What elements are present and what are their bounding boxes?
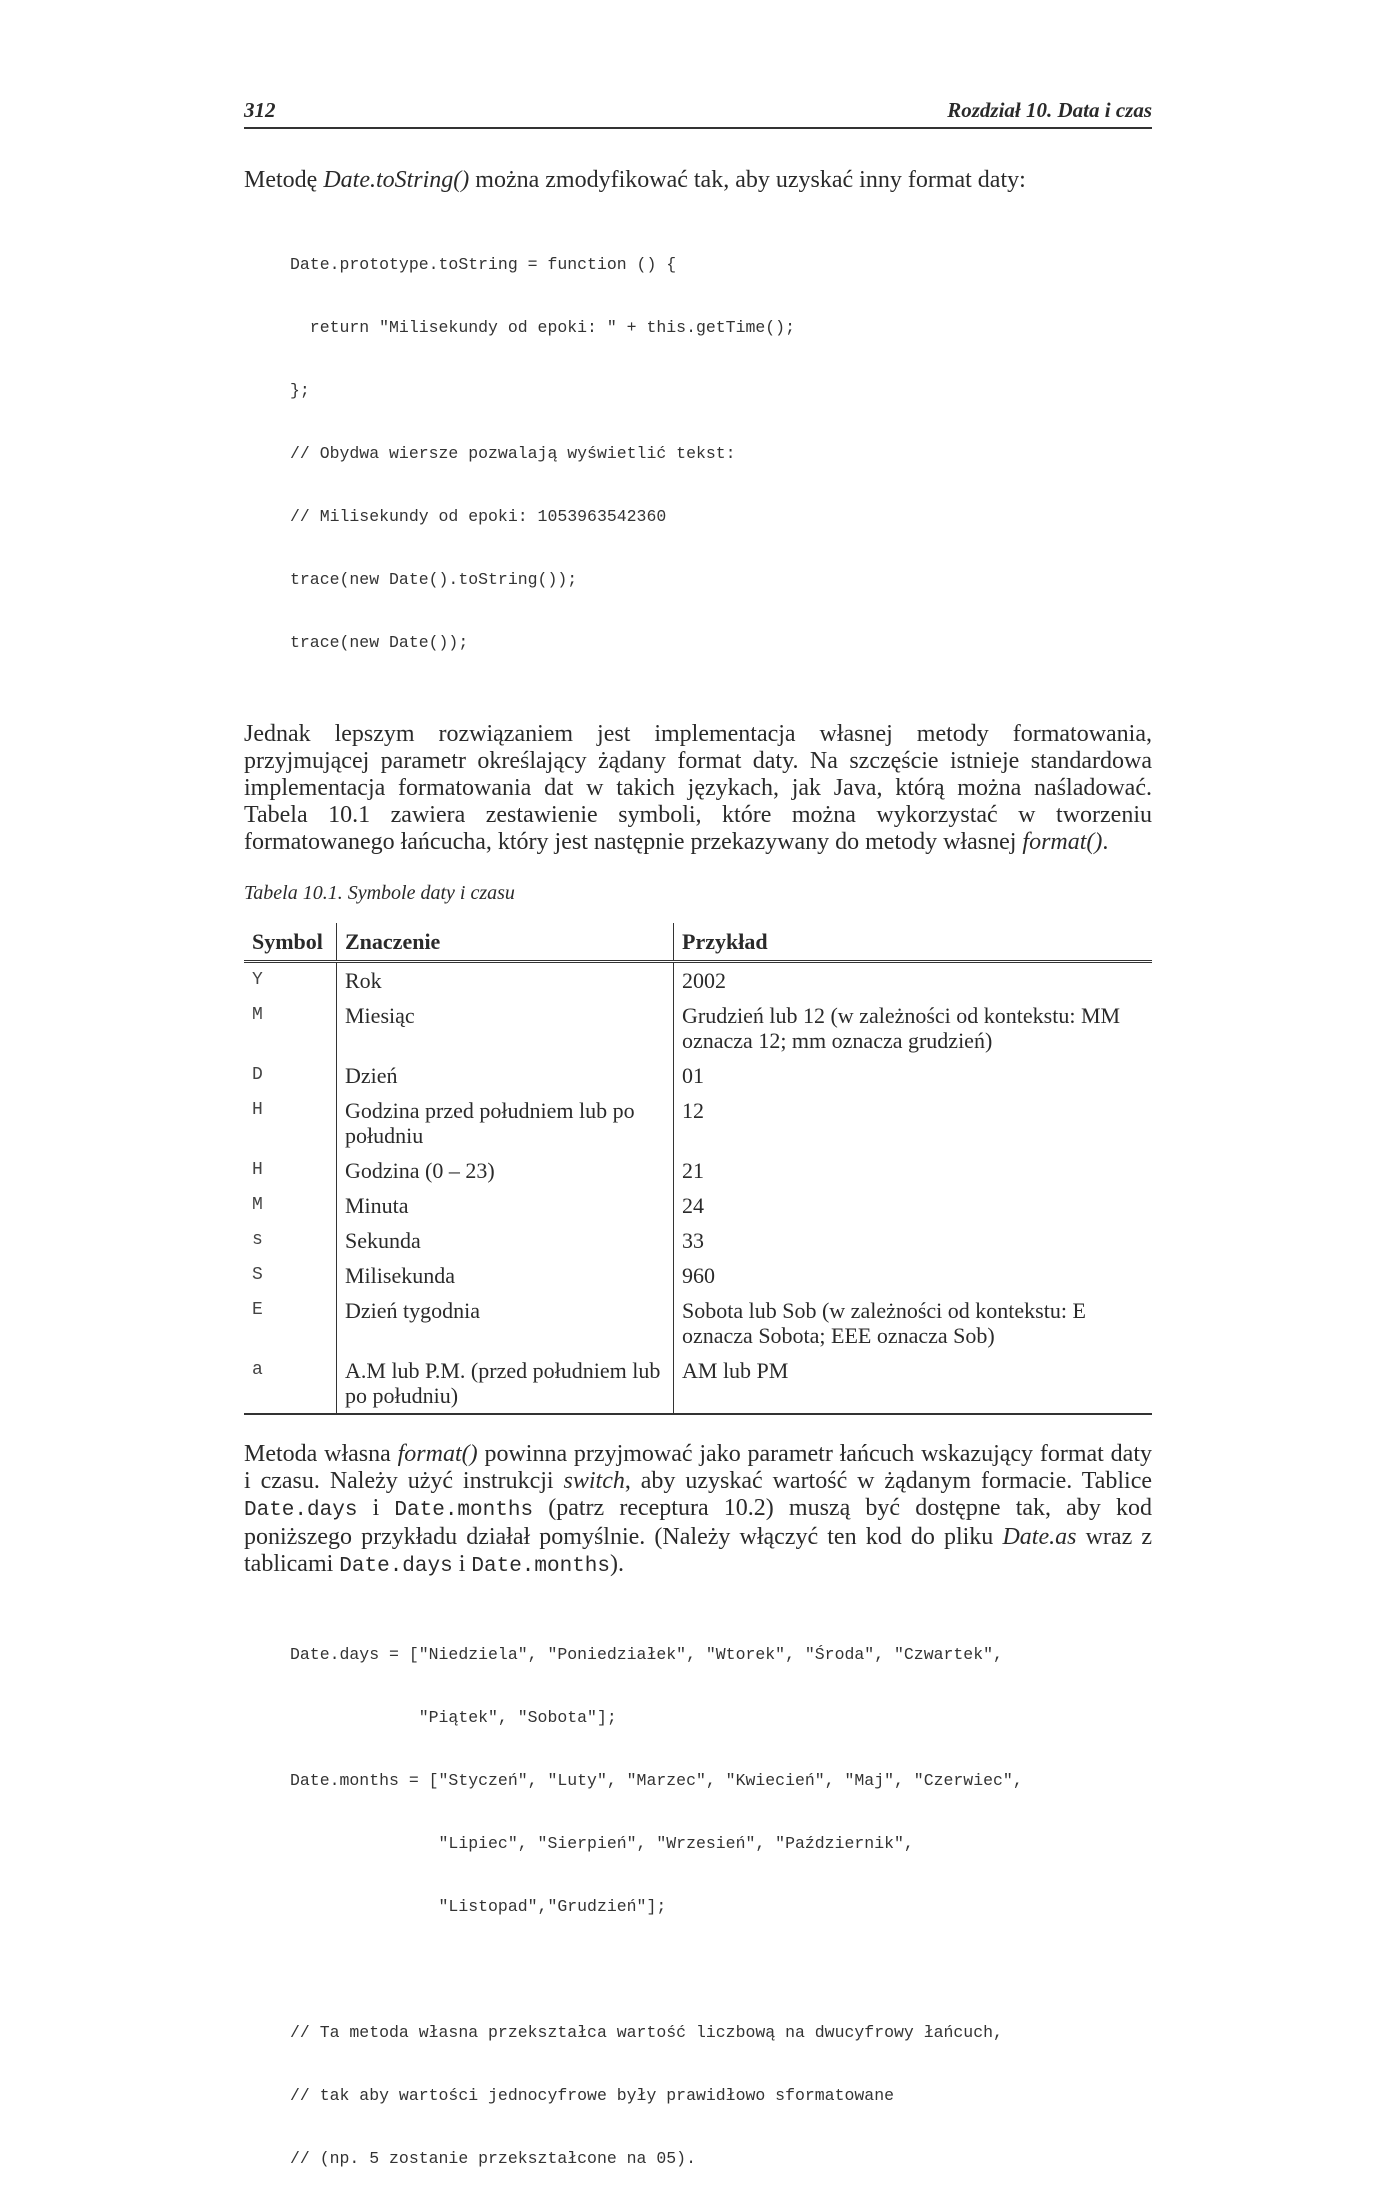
paragraph-text: Jednak lepszym rozwiązaniem jest implementacja własnej metody formatowania, przyjmującej parametr określający żądany format daty. Na szczęście istnieje standardowa implementacja formatowania dat w takich językach, jak Java, którą można naśladować. Tabela 10.1 zawiera zestawienie symboli, które można wykorzystać w tworzeniu formatowanego łańcucha, który jest następnie przekazywany do metody własnej xyxy=(244,721,1152,855)
symbol-cell: a xyxy=(244,1353,337,1414)
inline-code: Date.months xyxy=(394,1499,534,1522)
running-header xyxy=(244,98,1152,129)
inline-code: Date.days xyxy=(339,1555,453,1578)
table-row xyxy=(244,1293,1152,1353)
meaning-cell: Rok xyxy=(337,962,674,999)
example-cell: 960 xyxy=(674,1258,1153,1293)
code-line: return "Milisekundy od epoki: " + this.getTime(); xyxy=(290,318,795,337)
table-caption: Tabela 10.1. Symbole daty i czasu xyxy=(244,882,515,904)
example-cell: 21 xyxy=(674,1153,1153,1188)
example-cell: Grudzień lub 12 (w zależności od kontekstu: MM oznacza 12; mm oznacza grudzień) xyxy=(674,998,1153,1058)
code-line xyxy=(290,1959,1152,1980)
example-cell: Sobota lub Sob (w zależności od kontekstu: E oznacza Sobota; EEE oznacza Sob) xyxy=(674,1293,1153,1353)
meaning-cell: Dzień tygodnia xyxy=(337,1293,674,1353)
meaning-cell: Milisekunda xyxy=(337,1258,674,1293)
file-name: Date.as xyxy=(1002,1524,1077,1550)
column-header-symbol: Symbol xyxy=(244,923,337,962)
intro-method-name: Date.toString() xyxy=(323,167,470,193)
paragraph-text: i xyxy=(357,1495,395,1521)
body-paragraph-formatting xyxy=(244,721,1152,856)
table-row xyxy=(244,1258,1152,1293)
meaning-cell: A.M lub P.M. (przed południem lub po południu) xyxy=(337,1353,674,1414)
symbol-cell: E xyxy=(252,1300,263,1320)
code-line: trace(new Date()); xyxy=(290,633,469,652)
code-line: "Lipiec", "Sierpień", "Wrzesień", "Październik", xyxy=(290,1834,914,1853)
chapter-title: Rozdział 10. Data i czas xyxy=(947,98,1152,122)
table-header-row xyxy=(244,923,1152,962)
paragraph-text: wraz z tablicami xyxy=(244,1524,1153,1577)
inline-code: Date.days xyxy=(244,1499,358,1522)
example-cell: 01 xyxy=(674,1058,1153,1093)
symbol-cell: H xyxy=(252,1100,263,1120)
meaning-cell: Sekunda xyxy=(337,1223,674,1258)
table-row xyxy=(244,1188,1152,1223)
symbol-cell: S xyxy=(252,1265,263,1285)
example-cell: 12 xyxy=(674,1093,1153,1153)
symbol-cell: s xyxy=(252,1230,263,1250)
method-name: format() xyxy=(1022,829,1103,855)
intro-paragraph xyxy=(244,167,1152,194)
code-line: // Milisekundy od epoki: 1053963542360 xyxy=(290,507,667,526)
table-row xyxy=(244,1153,1152,1188)
example-cell: 2002 xyxy=(674,962,1153,999)
code-line: Date.months = ["Styczeń", "Luty", "Marzec", "Kwiecień", "Maj", "Czerwiec", xyxy=(290,1771,1023,1790)
method-name: format() xyxy=(397,1441,478,1467)
meaning-cell: Godzina (0 – 23) xyxy=(337,1153,674,1188)
meaning-cell: Dzień xyxy=(337,1058,674,1093)
intro-text-start: Metodę xyxy=(244,167,324,193)
table-row xyxy=(244,962,1152,999)
table-row xyxy=(244,1093,1152,1153)
date-symbols-table xyxy=(244,923,1152,1415)
code-listing-days-months xyxy=(244,1602,1152,2211)
paragraph-text: ). xyxy=(610,1551,625,1577)
paragraph-text: Metoda własna xyxy=(244,1441,398,1467)
meaning-cell: Miesiąc xyxy=(337,998,674,1058)
table-row xyxy=(244,1223,1152,1258)
paragraph-end: . xyxy=(1102,829,1109,855)
example-cell: AM lub PM xyxy=(674,1353,1153,1414)
symbol-cell: D xyxy=(252,1065,263,1085)
symbol-cell: Y xyxy=(252,970,263,990)
inline-code: Date.months xyxy=(471,1555,611,1578)
symbol-cell: H xyxy=(252,1160,263,1180)
code-line: trace(new Date().toString()); xyxy=(290,570,578,589)
table-row xyxy=(244,998,1152,1058)
symbol-cell: M xyxy=(252,1195,263,1215)
code-line: "Listopad","Grudzień"]; xyxy=(290,1897,667,1916)
intro-text-end: można zmodyfikować tak, aby uzyskać inny format daty: xyxy=(469,167,1026,193)
example-cell: 33 xyxy=(674,1223,1153,1258)
paragraph-text: , aby uzyskać wartość w żądanym formacie. Tablice xyxy=(624,1468,1152,1494)
code-line: "Piątek", "Sobota"]; xyxy=(290,1708,617,1727)
column-header-example: Przykład xyxy=(674,923,1153,962)
book-page xyxy=(244,98,1152,2211)
code-line: Date.prototype.toString = function () { xyxy=(290,255,677,274)
paragraph-text: powinna przyjmować jako parametr łańcuch wskazujący format daty i czasu. Należy użyć instrukcji xyxy=(244,1441,1152,1494)
code-line: }; xyxy=(290,381,310,400)
page-number: 312 xyxy=(244,98,276,122)
keyword-switch: switch xyxy=(563,1468,625,1494)
paragraph-text: (patrz receptura 10.2) muszą być dostępne tak, aby kod poniższego przykładu działał pomyślnie. (Należy włączyć ten kod do pliku xyxy=(244,1495,1152,1550)
table-row xyxy=(244,1058,1152,1093)
paragraph-text: i xyxy=(452,1551,472,1577)
code-line: // (np. 5 zostanie przekształcone na 05). xyxy=(290,2149,696,2168)
table-row xyxy=(244,1353,1152,1414)
symbol-cell: M xyxy=(252,1005,263,1025)
code-listing-tostring xyxy=(244,212,1152,695)
meaning-cell: Godzina przed południem lub po południu xyxy=(337,1093,674,1153)
code-line: // tak aby wartości jednocyfrowe były prawidłowo sformatowane xyxy=(290,2086,894,2105)
code-line: Date.days = ["Niedziela", "Poniedziałek", "Wtorek", "Środa", "Czwartek", xyxy=(290,1645,1003,1664)
code-line: // Ta metoda własna przekształca wartość liczbową na dwucyfrowy łańcuch, xyxy=(290,2023,1003,2042)
example-cell: 24 xyxy=(674,1188,1153,1223)
column-header-meaning: Znaczenie xyxy=(337,923,674,962)
code-line: // Obydwa wiersze pozwalają wyświetlić tekst: xyxy=(290,444,736,463)
meaning-cell: Minuta xyxy=(337,1188,674,1223)
body-paragraph-format-method xyxy=(244,1441,1152,1580)
